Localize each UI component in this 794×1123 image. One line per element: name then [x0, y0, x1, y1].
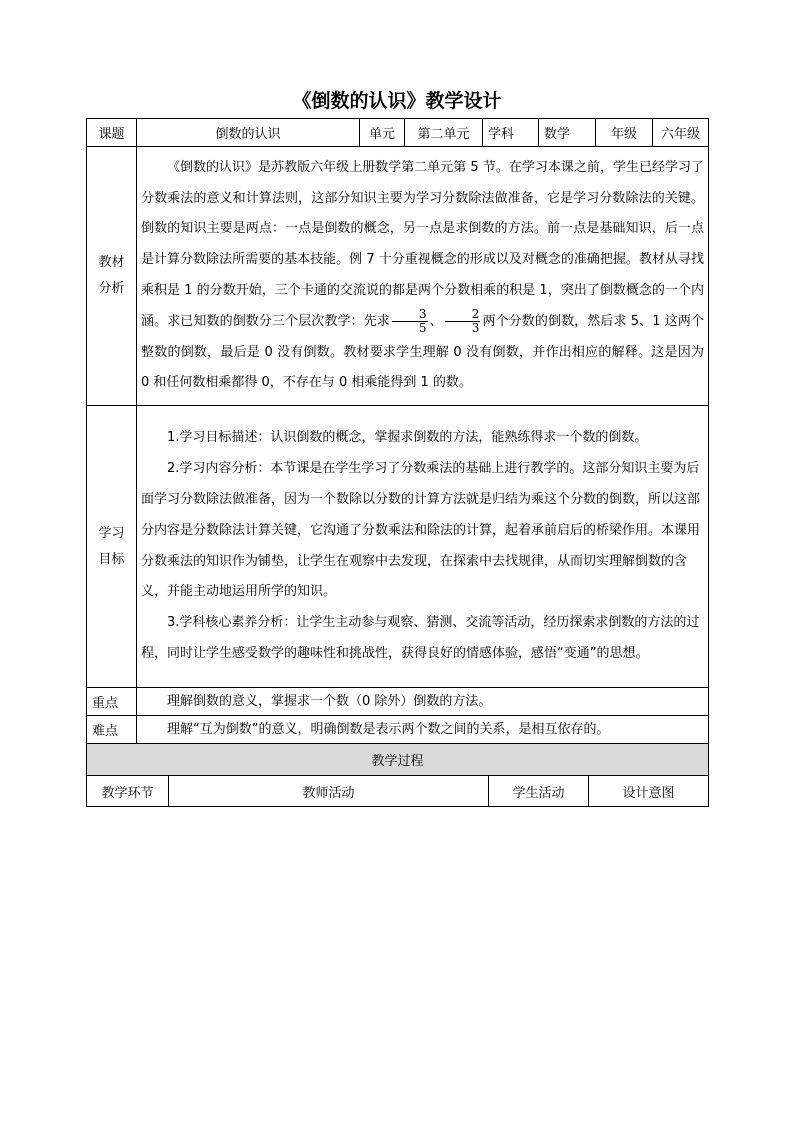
goals-label-line1: 学习 [98, 525, 125, 541]
col-teaching-step: 教学环节 [87, 776, 169, 807]
process-header: 教学过程 [87, 744, 709, 776]
course-label: 学科 [483, 119, 539, 147]
content-analysis: 2.学习内容分析：本节课是在学生学习了分数乘法的基础上进行教学的。这部分知识主要为后面学习分数除法做准备，因为一个数除以分数的计算方法就是归结为乘这个分数的倒数，所以这部分内容是分数除法计算关键，它沟通了分数乘法和除法的计算，起着承前启后的桥梁作用。本课用分数乘法的知识作为铺垫，让学生在观察中去发现，在探索中去找规律，从而切实理解倒数的含义，并能主动地运用所学的知识。 [141, 461, 701, 600]
key-point-row [87, 688, 709, 716]
fraction1-numerator: 3 [392, 308, 428, 322]
fraction2-numerator: 2 [445, 308, 481, 322]
learning-goals-content [137, 406, 709, 688]
learning-goals-row [87, 406, 709, 688]
fraction-two-thirds [445, 308, 481, 335]
goals-label-line2: 目标 [98, 551, 125, 567]
subject-label: 课题 [87, 119, 137, 147]
fraction-separator: 、 [429, 313, 443, 329]
textbook-label-line1: 教材 [98, 255, 125, 270]
fraction2-denominator: 3 [471, 320, 480, 335]
lesson-info-table [86, 118, 709, 744]
fraction1-denominator: 5 [418, 320, 427, 335]
key-point-content: 理解倒数的意义，掌握求一个数（0 除外）倒数的方法。 [167, 693, 492, 709]
textbook-analysis-row [87, 147, 709, 406]
textbook-text-part1: 《倒数的认识》是苏教版六年级上册数学第二单元第 5 节。在学习本课之前，学生已经学习了分数乘法的意义和计算法则，这部分知识主要为学习分数除法做准备，它是学习分数除法的关键。倒数的知识主要是两点：一点是倒数的概念，另一点是求倒数的方法。前一点是基础知识，后一点是计算分数除法所需要的基本技能。例 7 十分重视概念的形成以及对概念的准确把握。教材从寻找乘积是 1 的分数开始，三个卡通的交流说的都是两个分数相乘的积是 1，突出了倒数概念的一个内涵。求已知数的倒数分三个层次教学：先求 [141, 159, 704, 329]
course-value: 数学 [539, 119, 596, 147]
teaching-process-table [86, 743, 709, 807]
grade-label: 年级 [596, 119, 653, 147]
difficulty-content: 理解“互为倒数”的意义，明确倒数是表示两个数之间的关系，是相互依存的。 [167, 721, 610, 737]
fraction-three-fifths [392, 308, 428, 335]
difficulty-text [137, 716, 709, 744]
key-point-text [137, 688, 709, 716]
goal-description: 1.学习目标描述：认识倒数的概念，掌握求倒数的方法，能熟练得求一个数的倒数。 [167, 430, 648, 446]
textbook-analysis-text [137, 153, 708, 399]
learning-goals-label [87, 406, 137, 688]
key-point-label: 重点 [87, 688, 137, 716]
col-student-activity: 学生活动 [489, 776, 589, 807]
unit-value: 第二单元 [405, 119, 483, 147]
process-columns-row [87, 776, 709, 807]
textbook-analysis-label [87, 147, 137, 406]
document-title: 《倒数的认识》教学设计 [292, 90, 502, 112]
difficulty-label: 难点 [87, 716, 137, 744]
textbook-label-line2: 分析 [98, 281, 125, 296]
difficulty-row [87, 716, 709, 744]
grade-value: 六年级 [653, 119, 709, 147]
col-teacher-activity: 教师活动 [169, 776, 489, 807]
col-design-intent: 设计意图 [589, 776, 709, 807]
process-header-row [87, 744, 709, 776]
textbook-analysis-content [137, 147, 709, 406]
unit-label: 单元 [360, 119, 405, 147]
subject-value: 倒数的认识 [137, 119, 360, 147]
info-row [87, 119, 709, 147]
core-literacy-analysis: 3.学科核心素养分析：让学生主动参与观察、猜测、交流等活动，经历探索求倒数的方法的过程，同时让学生感受数学的趣味性和挑战性，获得良好的情感体验，感悟“变通”的思想。 [141, 615, 700, 661]
textbook-text-part2: 两个分数的倒数，然后求 5、1 这两个整数的倒数，最后是 0 没有倒数。教材要求学生理解 0 没有倒数，并作出相应的解释。这是因为 0 和任何数相乘都得 0，不存在与 0 相乘能得到 1 的数。 [141, 313, 704, 391]
